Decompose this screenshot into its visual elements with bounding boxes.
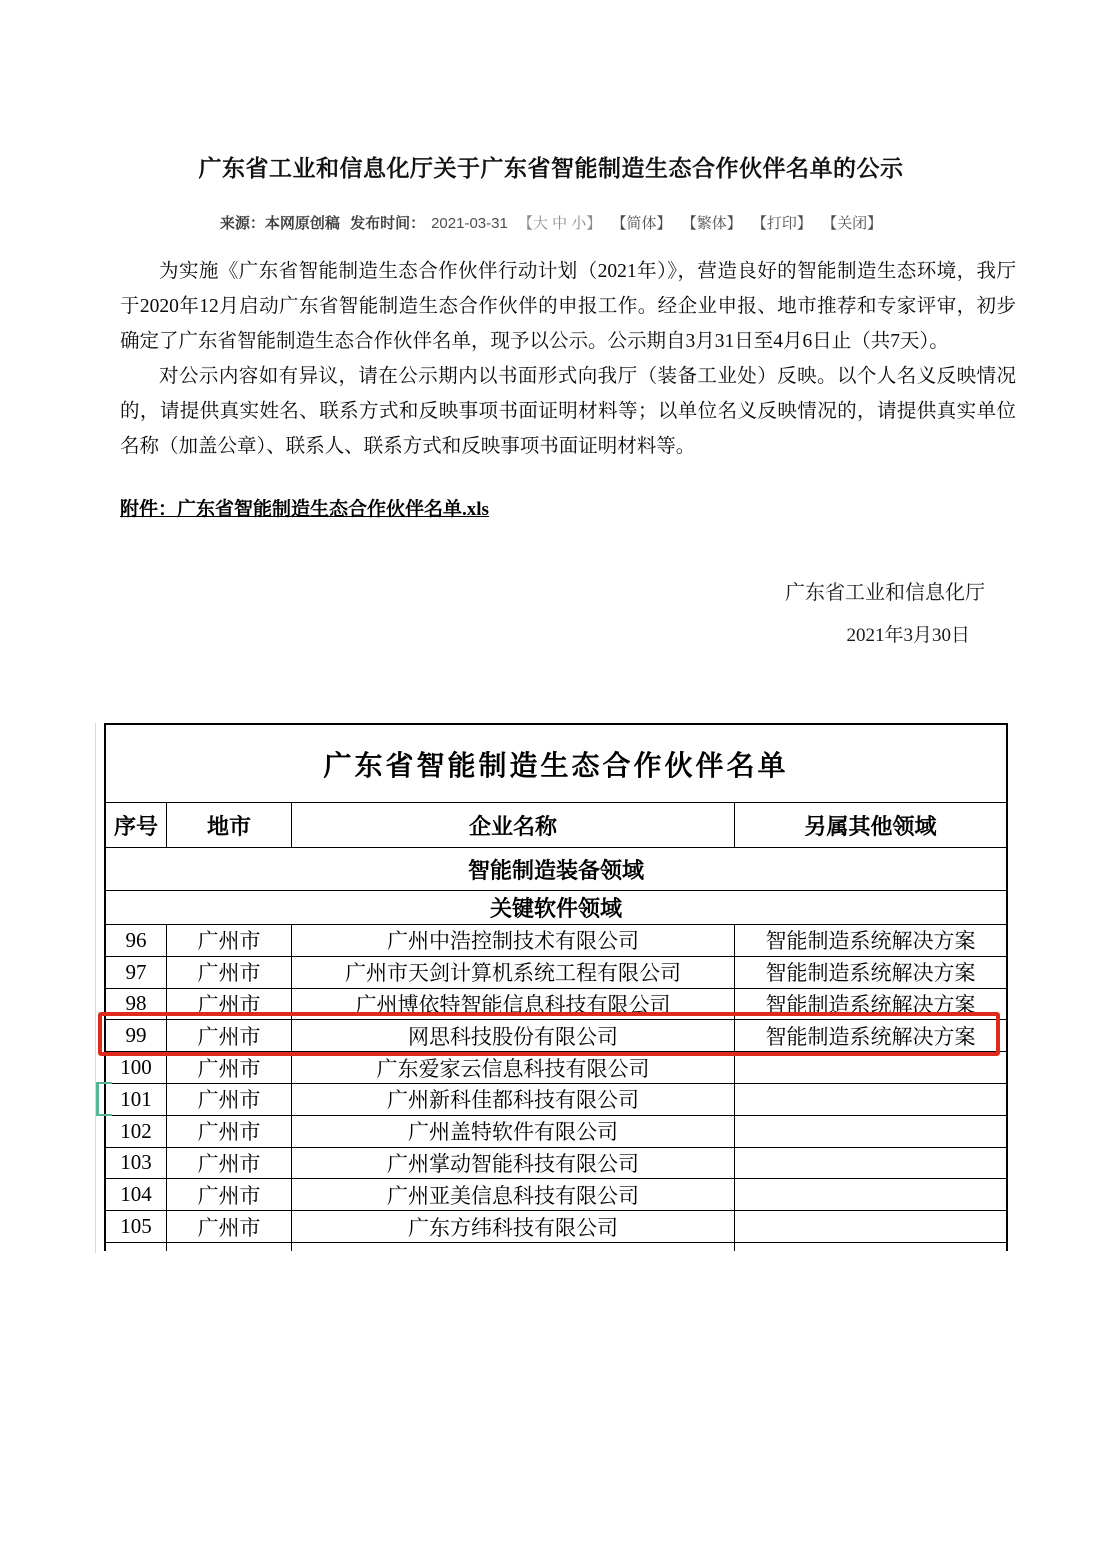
table-row xyxy=(106,956,1006,988)
body-paragraph-1: 为实施《广东省智能制造生态合作伙伴行动计划（2021年）》，营造良好的智能制造生态环境，我厅于2020年12月启动广东省智能制造生态合作伙伴的申报工作。经企业申报、地市推荐和专家评审，初步确定了广东省智能制造生态合作伙伴名单，现予以公示。公示期自3月31日至4月6日止（共7天）。 xyxy=(120,261,1016,352)
cell-field: 智能制造系统解决方案 xyxy=(765,992,976,1017)
cell-company: 广州盖特软件有限公司 xyxy=(292,1116,735,1147)
table-row xyxy=(106,924,1006,956)
page-edge-line xyxy=(95,723,96,1253)
partners-table xyxy=(104,723,1008,1251)
cell-no: 105 xyxy=(106,1211,167,1242)
cell-no: 101 xyxy=(106,1084,167,1115)
cell-field xyxy=(735,1211,1006,1242)
table-row-highlighted xyxy=(106,1019,1006,1051)
cell-no: 100 xyxy=(106,1052,167,1083)
clipped-partial-row xyxy=(106,1242,1006,1251)
table-row xyxy=(106,1083,1006,1115)
section-label: 关键软件领域 xyxy=(489,896,622,921)
cell-company: 广州掌动智能科技有限公司 xyxy=(292,1148,735,1179)
cell-city: 广州市 xyxy=(167,925,292,956)
section-row-equipment xyxy=(106,847,1006,890)
body-paragraph-2: 对公示内容如有异议，请在公示期内以书面形式向我厅（装备工业处）反映。以个人名义反映情况的，请提供真实姓名、联系方式和反映事项书面证明材料等；以单位名义反映情况的，请提供真实单位名称（加盖公章）、联系人、联系方式和反映事项书面证明材料等。 xyxy=(120,366,1016,457)
close-button[interactable]: 【关闭】 xyxy=(822,215,883,232)
cell-city: 广州市 xyxy=(167,1020,292,1051)
header-field: 另属其他领域 xyxy=(804,813,937,839)
cell-no: 97 xyxy=(106,957,167,988)
cell-company: 网思科技股份有限公司 xyxy=(292,1020,735,1051)
cell-company: 广东方纬科技有限公司 xyxy=(292,1211,735,1242)
cell-no: 102 xyxy=(106,1116,167,1147)
cell-city: 广州市 xyxy=(167,1084,292,1115)
section-row-software xyxy=(106,890,1006,924)
cell-company: 广东爱家云信息科技有限公司 xyxy=(292,1052,735,1083)
signature-org: 广东省工业和信息化厅 xyxy=(785,582,985,604)
meta-source: 来源：本网原创稿 xyxy=(219,215,340,232)
page-title: 广东省工业和信息化厅关于广东省智能制造生态合作伙伴名单的公示 xyxy=(198,155,904,181)
table-row xyxy=(106,1147,1006,1179)
table-row xyxy=(106,1115,1006,1147)
simplified-button[interactable]: 【简体】 xyxy=(611,215,672,232)
signature-date: 2021年3月30日 xyxy=(846,625,970,646)
cell-field xyxy=(735,1148,1006,1179)
table-row xyxy=(106,988,1006,1020)
cell-no: 104 xyxy=(106,1179,167,1210)
cell-field: 智能制造系统解决方案 xyxy=(765,1024,976,1049)
print-button[interactable]: 【打印】 xyxy=(751,215,812,232)
cell-field xyxy=(735,1243,1006,1251)
cell-field xyxy=(735,1084,1006,1115)
cell-company: 广州中浩控制技术有限公司 xyxy=(292,925,735,956)
meta-publish-label: 发布时间： xyxy=(350,215,426,232)
cell-city: 广州市 xyxy=(167,1179,292,1210)
cell-city: 广州市 xyxy=(167,957,292,988)
font-size-tool[interactable]: 【大 中 小】 xyxy=(518,215,602,232)
cell-field xyxy=(735,1052,1006,1083)
traditional-button[interactable]: 【繁体】 xyxy=(681,215,742,232)
cell-field xyxy=(735,1179,1006,1210)
cell-company: 广州亚美信息科技有限公司 xyxy=(292,1179,735,1210)
table-title-row xyxy=(106,725,1006,802)
cell-no: 103 xyxy=(106,1148,167,1179)
cell-company: 广州市天剑计算机系统工程有限公司 xyxy=(292,957,735,988)
cell-company: 广州新科佳都科技有限公司 xyxy=(292,1084,735,1115)
table-row xyxy=(106,1051,1006,1083)
header-company: 企业名称 xyxy=(292,803,735,847)
header-no: 序号 xyxy=(106,803,167,847)
cell-field: 智能制造系统解决方案 xyxy=(765,961,976,986)
cell-city: 广州市 xyxy=(167,989,292,1020)
cell-no: 99 xyxy=(106,1020,167,1051)
cell-company xyxy=(292,1243,735,1251)
cell-field: 智能制造系统解决方案 xyxy=(765,929,976,954)
header-city: 地市 xyxy=(167,803,292,847)
cell-city: 广州市 xyxy=(167,1052,292,1083)
table-title: 广东省智能制造生态合作伙伴名单 xyxy=(323,750,789,782)
cell-no xyxy=(106,1243,167,1251)
table-row xyxy=(106,1210,1006,1242)
cell-city: 广州市 xyxy=(167,1211,292,1242)
table-row xyxy=(106,1178,1006,1210)
cell-field xyxy=(735,1116,1006,1147)
cell-no: 98 xyxy=(106,989,167,1020)
cell-city xyxy=(167,1243,292,1251)
attachment-link[interactable]: 附件：广东省智能制造生态合作伙伴名单.xls xyxy=(120,499,489,520)
meta-publish-date: 2021-03-31 xyxy=(431,215,508,232)
cell-no: 96 xyxy=(106,925,167,956)
cell-city: 广州市 xyxy=(167,1116,292,1147)
cell-city: 广州市 xyxy=(167,1148,292,1179)
cell-company: 广州博依特智能信息科技有限公司 xyxy=(292,989,735,1020)
meta-bar xyxy=(0,212,1102,233)
table-header-row xyxy=(106,802,1006,847)
section-label: 智能制造装备领域 xyxy=(467,857,644,883)
